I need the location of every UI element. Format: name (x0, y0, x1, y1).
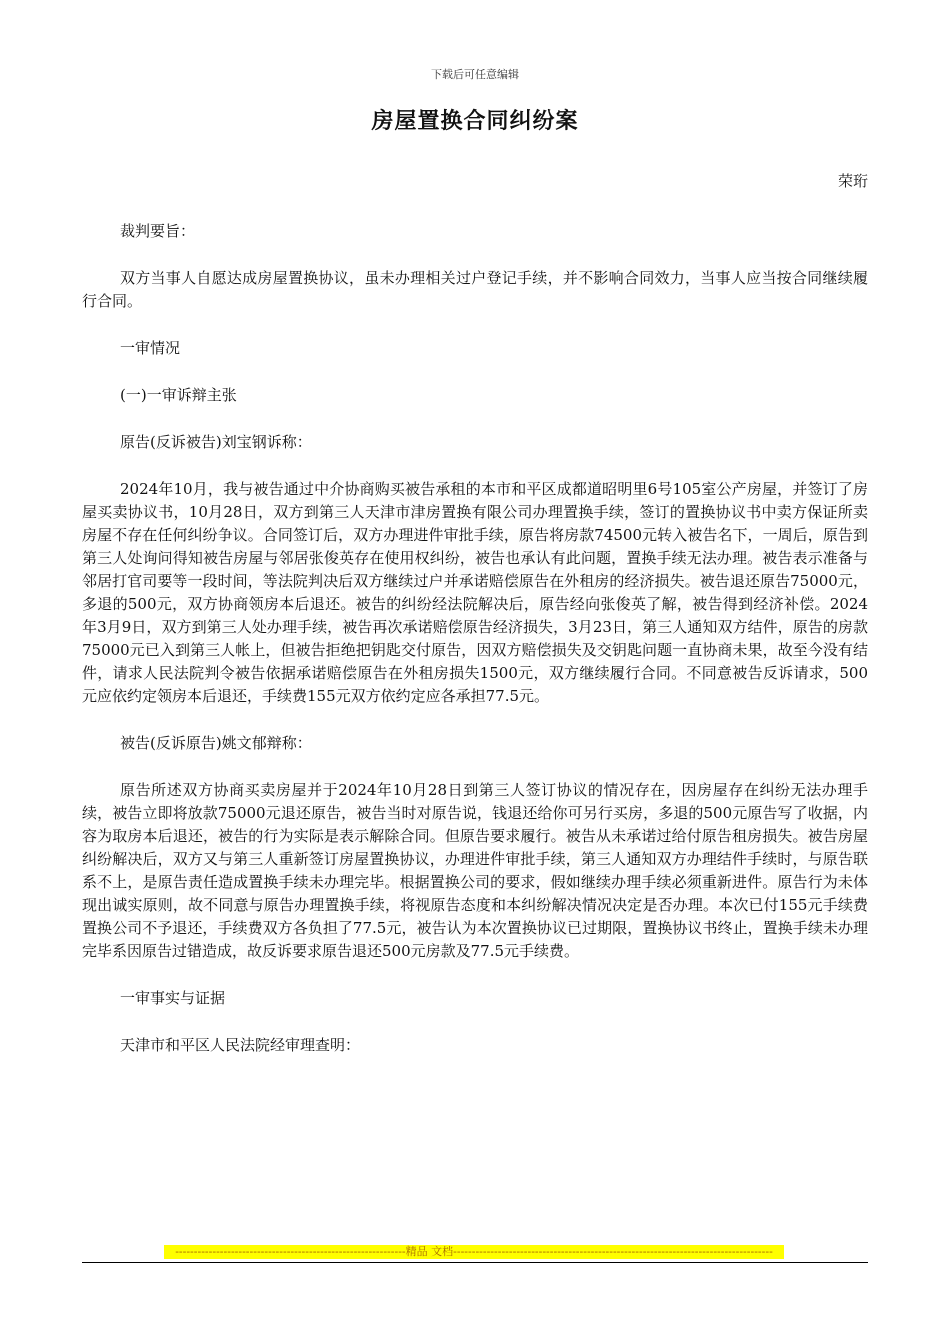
paragraph-summary-heading: 裁判要旨： (120, 222, 196, 240)
paragraph-plaintiff-heading: 原告(反诉被告)刘宝钢诉称： (120, 433, 312, 451)
paragraph-first-instance-heading: 一审情况 (120, 339, 181, 357)
document-title: 房屋置换合同纠纷案 (371, 109, 579, 134)
paragraph-court-findings: 天津市和平区人民法院经审理查明： (120, 1036, 361, 1054)
author-name: 荣珩 (837, 172, 868, 190)
footer-right-dashes: -------------------------------------------------------------------------------------- (453, 1245, 773, 1258)
footer-left-dashes: -------------------------------------------------------------- (175, 1245, 406, 1258)
footer-label: 精品 文档 (405, 1245, 454, 1258)
paragraph-facts-heading: 一审事实与证据 (120, 989, 226, 1007)
document-body (82, 220, 868, 1081)
paragraph-plaintiff-claim: 2024年10月，我与被告通过中介协商购买被告承租的本市和平区成都道昭明里6号105室公产房屋，并签订了房屋买卖协议书，10月28日，双方到第三人天津市津房置换有限公司办理置换手续，签订的置换协议书中卖方保证所卖房屋不存在任何纠纷争议。合同签订后，双方办理进件审批手续，原告将房款74500元转入被告名下，一周后，原告到第三人处询问得知被告房屋与邻居张俊英存在使用权纠纷，被告也承认有此问题，置换手续无法办理。被告表示准备与邻居打官司要等一段时间，等法院判决后双方继续过户并承诺赔偿原告在外租房的经济损失。被告退还原告75000元，多退的500元，双方协商领房本后退还。被告的纠纷经法院解决后，原告经向张俊英了解，被告得到经济补偿。2024年3月9日，双方到第三人处办理手续，被告再次承诺赔偿原告经济损失，3月23日，第三人通知双方结件，原告的房款75000元已入到第三人帐上，但被告拒绝把钥匙交付原告，因双方赔偿损失及交钥匙问题一直协商未果，故至今没有结件，请求人民法院判令被告依据承诺赔偿原告在外租房损失1500元，双方继续履行合同。不同意被告反诉请求，500元应依约定领房本后退还，手续费155元双方依约定应各承担77.5元。 (82, 480, 868, 705)
footer-divider (82, 1262, 868, 1263)
paragraph-summary: 双方当事人自愿达成房屋置换协议，虽未办理相关过户登记手续，并不影响合同效力，当事人应当按合同继续履行合同。 (82, 269, 868, 310)
header-note: 下载后可任意编辑 (431, 68, 519, 81)
paragraph-defendant-heading: 被告(反诉原告)姚文郁辩称： (120, 734, 312, 752)
footer-banner (164, 1245, 784, 1259)
paragraph-claims-heading: (一)一审诉辩主张 (120, 386, 237, 404)
paragraph-defendant-defense: 原告所述双方协商买卖房屋并于2024年10月28日到第三人签订协议的情况存在，因房屋存在纠纷无法办理手续，被告立即将放款75000元退还原告，被告当时对原告说，钱退还给你可另行买房，多退的500元原告写了收据，内容为取房本后退还，被告的行为实际是表示解除合同。但原告要求履行。被告从未承诺过给付原告租房损失。被告房屋纠纷解决后，双方又与第三人重新签订房屋置换协议，办理进件审批手续，第三人通知双方办理结件手续时，与原告联系不上，是原告责任造成置换手续未办理完毕。根据置换公司的要求，假如继续办理手续必须重新进件。原告行为未体现出诚实原则，故不同意与原告办理置换手续，将视原告态度和本纠纷解决情况决定是否办理。本次已付155元手续费置换公司不予退还，手续费双方各负担了77.5元，被告认为本次置换协议已过期限，置换协议书终止，置换手续未办理完毕系因原告过错造成，故反诉要求原告退还500元房款及77.5元手续费。 (82, 781, 868, 960)
